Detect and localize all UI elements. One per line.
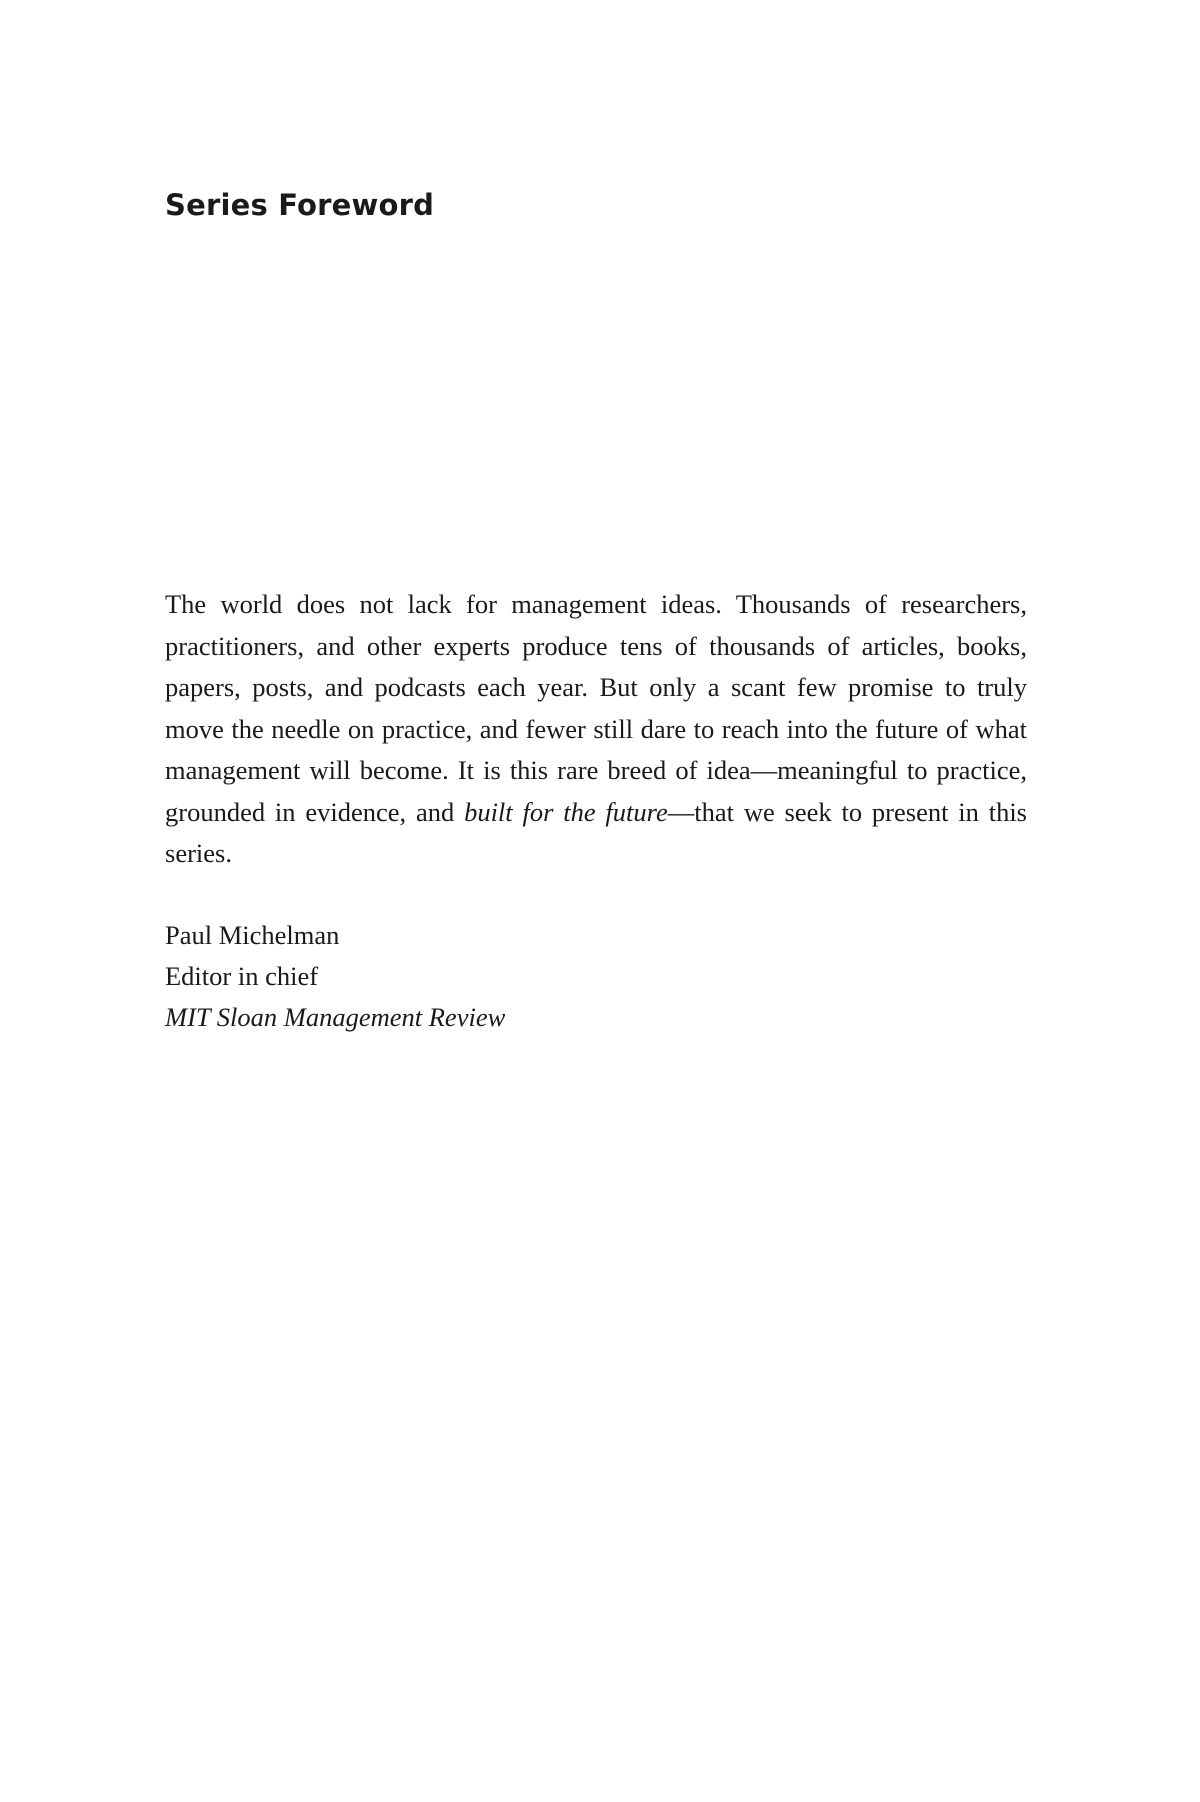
foreword-paragraph [165,584,1027,875]
foreword-text-part1: The world does not lack for management ideas. Thousands of researchers, practitioners, and other experts produce tens of thousands of articles, books, papers, posts, and podcasts each year. But only a scant few promise to truly move the needle on practice, and fewer still dare to reach into the future of what management will become. It is this rare breed of idea—meaningful to practice, grounded in evidence, and [165,589,1027,827]
foreword-text-emphasis: built for the future [464,796,668,827]
signature-name: Paul Michelman [165,920,340,950]
signature-publication: MIT Sloan Management Review [165,1002,506,1032]
signature-role: Editor in chief [165,961,319,991]
foreword-text-part2: —that we seek to present in this series. [165,796,1027,868]
page-title: Series Foreword [165,188,435,222]
signature-block [165,915,505,1038]
